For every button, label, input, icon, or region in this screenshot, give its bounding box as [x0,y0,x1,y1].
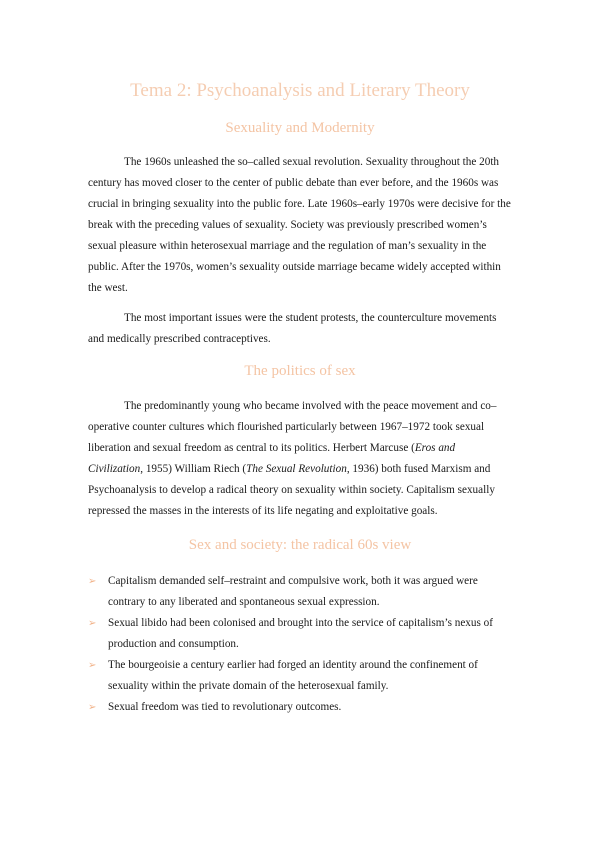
list-item-text: The bourgeoisie a century earlier had forged an identity around the confinement of sexuality within the private domain of the heterosexual family. [108,659,478,693]
document-title: Tema 2: Psychoanalysis and Literary Theory [130,80,470,101]
list-item [88,655,512,697]
paragraph-politics-text-c: , 1936) both fused Marxism and Psychoanalysis to develop a radical theory on sexuality within society. Capitalism sexually repressed the masses in the interests of its life negating and exploitative goals. [88,462,495,517]
arrow-bullet-icon: ➢ [88,660,97,672]
book-title-sexual-revolution: The Sexual Revolution [246,462,347,475]
list-item-text: Capitalism demanded self–restraint and compulsive work, both it was argued were contrary to any liberated and spontaneous sexual expression. [108,575,478,609]
list-item-text: Sexual libido had been colonised and brought into the service of capitalism’s nexus of production and consumption. [108,617,493,651]
list-item [88,571,512,613]
list-item-text: Sexual freedom was tied to revolutionary outcomes. [108,701,342,714]
paragraph-sexuality-1: The 1960s unleashed the so–called sexual revolution. Sexuality throughout the 20th century has moved closer to the center of public debate than ever before, and the 1960s was crucial in bringing sexuality into the public fore. Late 1960s–early 1970s were decisive for the break with the preceding values of sexuality. Society was previously prescribed women’s sexual pleasure within heterosexual marriage and the regulation of man’s sexuality in the public. After the 1970s, women’s sexuality outside marriage became widely accepted within the west. [88,156,511,295]
section-heading-politics-of-sex: The politics of sex [244,363,356,380]
section-heading-sex-and-society: Sex and society: the radical 60s view [188,536,412,553]
section-heading-sexuality-modernity: Sexuality and Modernity [225,119,375,136]
list-item [88,697,512,718]
paragraph-politics-text-b: , 1955) William Riech ( [140,462,247,475]
arrow-bullet-icon: ➢ [88,702,97,714]
paragraph-politics-1 [88,396,512,522]
paragraph-politics-text-a: The predominantly young who became involved with the peace movement and co–operative counter cultures which flourished particularly between 1967–1972 took sexual liberation and sexual freedom as central to its politics. Herbert Marcuse ( [88,399,497,454]
book-title-eros: Eros and Civilization [88,441,456,475]
paragraph-sexuality-2: The most important issues were the student protests, the counterculture movements and medically prescribed contraceptives. [88,312,497,346]
bullet-list [88,571,512,718]
arrow-bullet-icon: ➢ [88,618,97,630]
list-item [88,613,512,655]
arrow-bullet-icon: ➢ [88,576,97,588]
